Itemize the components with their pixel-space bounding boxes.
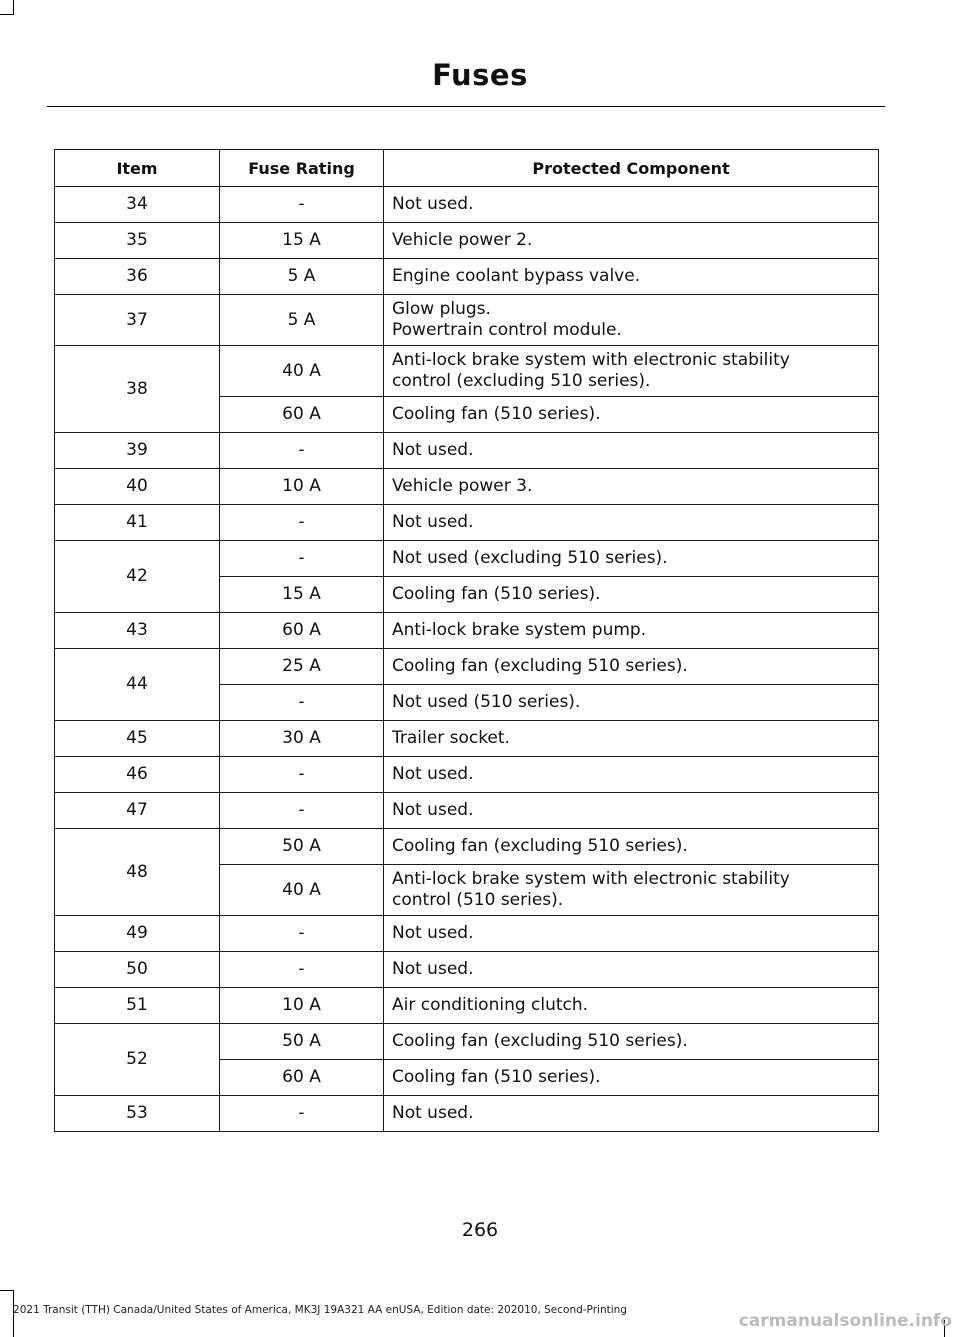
table-row [55, 829, 879, 865]
cell-protected-component [384, 952, 879, 988]
component-text-line: Air conditioning clutch. [392, 995, 589, 1015]
component-text-line: Cooling fan (510 series). [392, 404, 601, 424]
table-row [55, 187, 879, 223]
cell-protected-component [384, 1060, 879, 1096]
component-text-line: Vehicle power 2. [392, 230, 533, 250]
cell-fuse-rating: - [220, 187, 384, 223]
table-row [55, 346, 879, 397]
cell-fuse-rating: - [220, 541, 384, 577]
component-text-line: control (excluding 510 series). [392, 371, 651, 391]
component-text-line: Not used (510 series). [392, 692, 581, 712]
cell-protected-component [384, 187, 879, 223]
component-text-line: control (510 series). [392, 890, 564, 910]
page-number: 266 [461, 1219, 499, 1241]
table-header-row [55, 150, 879, 187]
cell-item: 47 [55, 793, 220, 829]
table-row [55, 793, 879, 829]
page-title: Fuses [432, 58, 528, 92]
cell-fuse-rating: - [220, 952, 384, 988]
cell-item: 34 [55, 187, 220, 223]
component-text-line: Anti-lock brake system with electronic stability [392, 869, 790, 889]
header-divider [47, 106, 885, 107]
cell-item: 40 [55, 469, 220, 505]
cell-protected-component [384, 649, 879, 685]
cell-fuse-rating: 10 A [220, 469, 384, 505]
table-row [55, 223, 879, 259]
component-text-line: Not used. [392, 1103, 474, 1123]
table-row [55, 541, 879, 577]
crop-mark [13, 0, 14, 14]
component-text-line: Not used. [392, 959, 474, 979]
cell-item: 46 [55, 757, 220, 793]
table-row [55, 1096, 879, 1132]
cell-fuse-rating: - [220, 505, 384, 541]
cell-fuse-rating: 40 A [220, 346, 384, 397]
component-text-line: Anti-lock brake system with electronic stability [392, 350, 790, 370]
fuse-table [54, 149, 879, 1132]
cell-protected-component [384, 295, 879, 346]
cell-fuse-rating: 60 A [220, 397, 384, 433]
cell-fuse-rating: 50 A [220, 1024, 384, 1060]
cell-fuse-rating: 15 A [220, 577, 384, 613]
cell-protected-component [384, 469, 879, 505]
cell-protected-component [384, 757, 879, 793]
component-text-line: Not used. [392, 194, 474, 214]
watermark: carmanualsonline.info [738, 1311, 952, 1331]
table-row [55, 613, 879, 649]
component-text-line: Cooling fan (excluding 510 series). [392, 836, 688, 856]
column-header-protected-component: Protected Component [384, 150, 879, 187]
component-text-line: Cooling fan (excluding 510 series). [392, 656, 688, 676]
cell-fuse-rating: - [220, 757, 384, 793]
cell-protected-component [384, 988, 879, 1024]
component-text-line: Anti-lock brake system pump. [392, 620, 647, 640]
cell-item: 50 [55, 952, 220, 988]
component-text-line: Cooling fan (excluding 510 series). [392, 1031, 688, 1051]
cell-protected-component [384, 829, 879, 865]
component-text-line: Powertrain control module. [392, 320, 622, 340]
cell-item: 48 [55, 829, 220, 916]
component-text-line: Cooling fan (510 series). [392, 1067, 601, 1087]
component-text-line: Not used. [392, 800, 474, 820]
cell-protected-component [384, 259, 879, 295]
component-text-line: Not used. [392, 440, 474, 460]
cell-protected-component [384, 685, 879, 721]
cell-protected-component [384, 916, 879, 952]
component-text-line: Not used. [392, 512, 474, 532]
cell-fuse-rating: - [220, 793, 384, 829]
component-text-line: Engine coolant bypass valve. [392, 266, 641, 286]
cell-fuse-rating: - [220, 1096, 384, 1132]
table-row [55, 1024, 879, 1060]
table-row [55, 649, 879, 685]
column-header-item: Item [55, 150, 220, 187]
table-row [55, 469, 879, 505]
cell-fuse-rating: 15 A [220, 223, 384, 259]
cell-protected-component [384, 865, 879, 916]
cell-protected-component [384, 505, 879, 541]
component-text-line: Cooling fan (510 series). [392, 584, 601, 604]
cell-fuse-rating: 10 A [220, 988, 384, 1024]
cell-protected-component [384, 346, 879, 397]
table-row [55, 433, 879, 469]
table-row [55, 721, 879, 757]
cell-protected-component [384, 1096, 879, 1132]
crop-mark [0, 14, 14, 15]
cell-item: 44 [55, 649, 220, 721]
cell-fuse-rating: - [220, 916, 384, 952]
cell-protected-component [384, 223, 879, 259]
cell-item: 52 [55, 1024, 220, 1096]
cell-protected-component [384, 613, 879, 649]
table-row [55, 916, 879, 952]
cell-protected-component [384, 397, 879, 433]
cell-protected-component [384, 541, 879, 577]
cell-protected-component [384, 433, 879, 469]
table-row [55, 295, 879, 346]
cell-fuse-rating: 60 A [220, 1060, 384, 1096]
cell-item: 39 [55, 433, 220, 469]
cell-item: 43 [55, 613, 220, 649]
cell-protected-component [384, 793, 879, 829]
cell-fuse-rating: 5 A [220, 295, 384, 346]
component-text-line: Trailer socket. [392, 728, 510, 748]
footer-text: 2021 Transit (TTH) Canada/United States of America, MK3J 19A321 AA enUSA, Edition date: 202010, Second-Printing [13, 1304, 627, 1316]
component-text-line: Vehicle power 3. [392, 476, 533, 496]
cell-item: 38 [55, 346, 220, 433]
component-text-line: Not used. [392, 764, 474, 784]
cell-item: 45 [55, 721, 220, 757]
cell-item: 53 [55, 1096, 220, 1132]
table-row [55, 505, 879, 541]
cell-item: 36 [55, 259, 220, 295]
cell-fuse-rating: 5 A [220, 259, 384, 295]
cell-fuse-rating: 30 A [220, 721, 384, 757]
table-row [55, 259, 879, 295]
cell-fuse-rating: 40 A [220, 865, 384, 916]
cell-item: 49 [55, 916, 220, 952]
cell-item: 35 [55, 223, 220, 259]
component-text-line: Glow plugs. [392, 299, 491, 319]
crop-mark [0, 1290, 14, 1291]
column-header-fuse-rating: Fuse Rating [220, 150, 384, 187]
cell-fuse-rating: 60 A [220, 613, 384, 649]
cell-fuse-rating: 25 A [220, 649, 384, 685]
cell-protected-component [384, 577, 879, 613]
cell-item: 42 [55, 541, 220, 613]
component-text-line: Not used. [392, 923, 474, 943]
cell-fuse-rating: - [220, 685, 384, 721]
cell-item: 37 [55, 295, 220, 346]
cell-fuse-rating: 50 A [220, 829, 384, 865]
component-text-line: Not used (excluding 510 series). [392, 548, 668, 568]
table-row [55, 952, 879, 988]
fuse-table-body [55, 187, 879, 1132]
cell-protected-component [384, 721, 879, 757]
cell-fuse-rating: - [220, 433, 384, 469]
cell-item: 51 [55, 988, 220, 1024]
table-row [55, 988, 879, 1024]
table-row [55, 757, 879, 793]
cell-item: 41 [55, 505, 220, 541]
cell-protected-component [384, 1024, 879, 1060]
